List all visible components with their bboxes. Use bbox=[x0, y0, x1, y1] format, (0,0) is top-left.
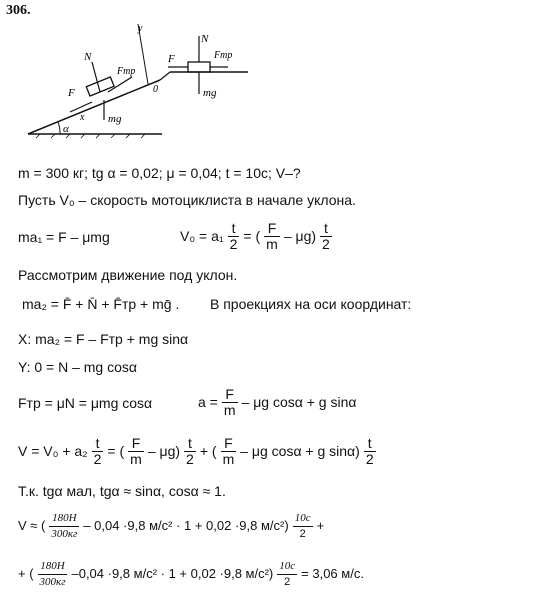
num2-part-b: –0,04 ·9,8 м/с² · 1 + 0,02 ·9,8 м/с²) bbox=[71, 566, 274, 581]
origin-label: 0 bbox=[153, 84, 158, 95]
a-part-b: – μg cosα + g sinα bbox=[241, 394, 357, 410]
F-label-right: F bbox=[168, 53, 175, 65]
t-over-2: $\frac{t}{2}$ bbox=[322, 219, 330, 252]
F-over-m: $\frac{F}{m}$ bbox=[130, 434, 142, 467]
alpha-label: α bbox=[63, 123, 69, 135]
force-over-mass: $\frac{180H}{300кг}$ bbox=[39, 559, 66, 588]
eq1: ma₁ = F – μmg bbox=[18, 229, 110, 245]
mg-label-right: mg bbox=[203, 87, 217, 99]
v0-part-a: V₀ = a₁ bbox=[180, 228, 224, 244]
given-line: m = 300 кг; tg α = 0,02; μ = 0,04; t = 10с; V–? bbox=[18, 165, 301, 181]
num2-part-a: + ( bbox=[18, 566, 34, 581]
time-over-2: $\frac{10c}{2}$ bbox=[294, 511, 311, 540]
consider-line: Рассмотрим движение под уклон. bbox=[18, 267, 238, 283]
numeric-line-2 bbox=[18, 552, 364, 596]
F-label-left: F bbox=[68, 87, 75, 99]
problem-number: 306. bbox=[6, 3, 31, 18]
t-over-2: $\frac{t}{2}$ bbox=[93, 434, 102, 467]
N-label-left: N bbox=[84, 51, 92, 63]
let-line: Пусть V₀ – скорость мотоциклиста в начале уклона. bbox=[18, 192, 356, 208]
num2-part-c: = 3,06 м/с. bbox=[301, 566, 364, 581]
time-over-2: $\frac{10c}{2}$ bbox=[279, 559, 296, 588]
x-label: x bbox=[80, 112, 85, 123]
F-over-m: $\frac{F}{m}$ bbox=[223, 385, 236, 418]
Ftr-label-left: Fтр bbox=[117, 66, 136, 77]
v-equation bbox=[18, 428, 376, 474]
x-projection: X: ma₂ = F – Fтр + mg sinα bbox=[18, 331, 189, 347]
v-part-a: V = V₀ + a₂ bbox=[18, 443, 88, 459]
F-over-m: $\frac{F}{m}$ bbox=[266, 219, 278, 252]
num1-part-c: + bbox=[316, 518, 325, 533]
a-equation bbox=[198, 380, 356, 424]
Ftr-label-right: Fтр bbox=[214, 50, 233, 61]
v0-equation bbox=[180, 214, 332, 258]
num1-part-b: – 0,04 ·9,8 м/с² · 1 + 0,02 ·9,8 м/с²) bbox=[83, 518, 289, 533]
num1-part-a: V ≈ ( bbox=[18, 518, 46, 533]
v-part-c: – μg) bbox=[147, 443, 181, 459]
v-part-d: + ( bbox=[199, 443, 217, 459]
incline-figure bbox=[20, 22, 250, 140]
y-label: y bbox=[138, 23, 143, 34]
t-over-2: $\frac{t}{2}$ bbox=[186, 434, 194, 467]
v-part-b: = ( bbox=[107, 443, 125, 459]
projections-line: В проекциях на оси координат: bbox=[210, 296, 412, 312]
v-part-e: – μg cosα + g sinα) bbox=[240, 443, 360, 459]
t-over-2: $\frac{t}{2}$ bbox=[229, 219, 238, 252]
y-projection: Y: 0 = N – mg cosα bbox=[18, 359, 137, 375]
t-over-2: $\frac{t}{2}$ bbox=[365, 434, 374, 467]
force-over-mass: $\frac{180H}{300кг}$ bbox=[51, 511, 78, 540]
friction-eq: Fтр = μN = μmg cosα bbox=[18, 395, 153, 411]
numeric-line-1 bbox=[18, 504, 324, 548]
v0-part-c: – μg) bbox=[283, 228, 317, 244]
vector-equation: ma₂ = F̄ + N̄ + F̄тр + mḡ . bbox=[22, 296, 180, 312]
v0-part-b: = ( bbox=[243, 228, 261, 244]
approx-line: Т.к. tgα мал, tgα ≈ sinα, cosα ≈ 1. bbox=[18, 483, 226, 499]
a-part-a: a = bbox=[198, 394, 218, 410]
F-over-m: $\frac{F}{m}$ bbox=[222, 434, 235, 467]
mg-label-left: mg bbox=[108, 113, 122, 125]
N-label-right: N bbox=[201, 33, 209, 45]
